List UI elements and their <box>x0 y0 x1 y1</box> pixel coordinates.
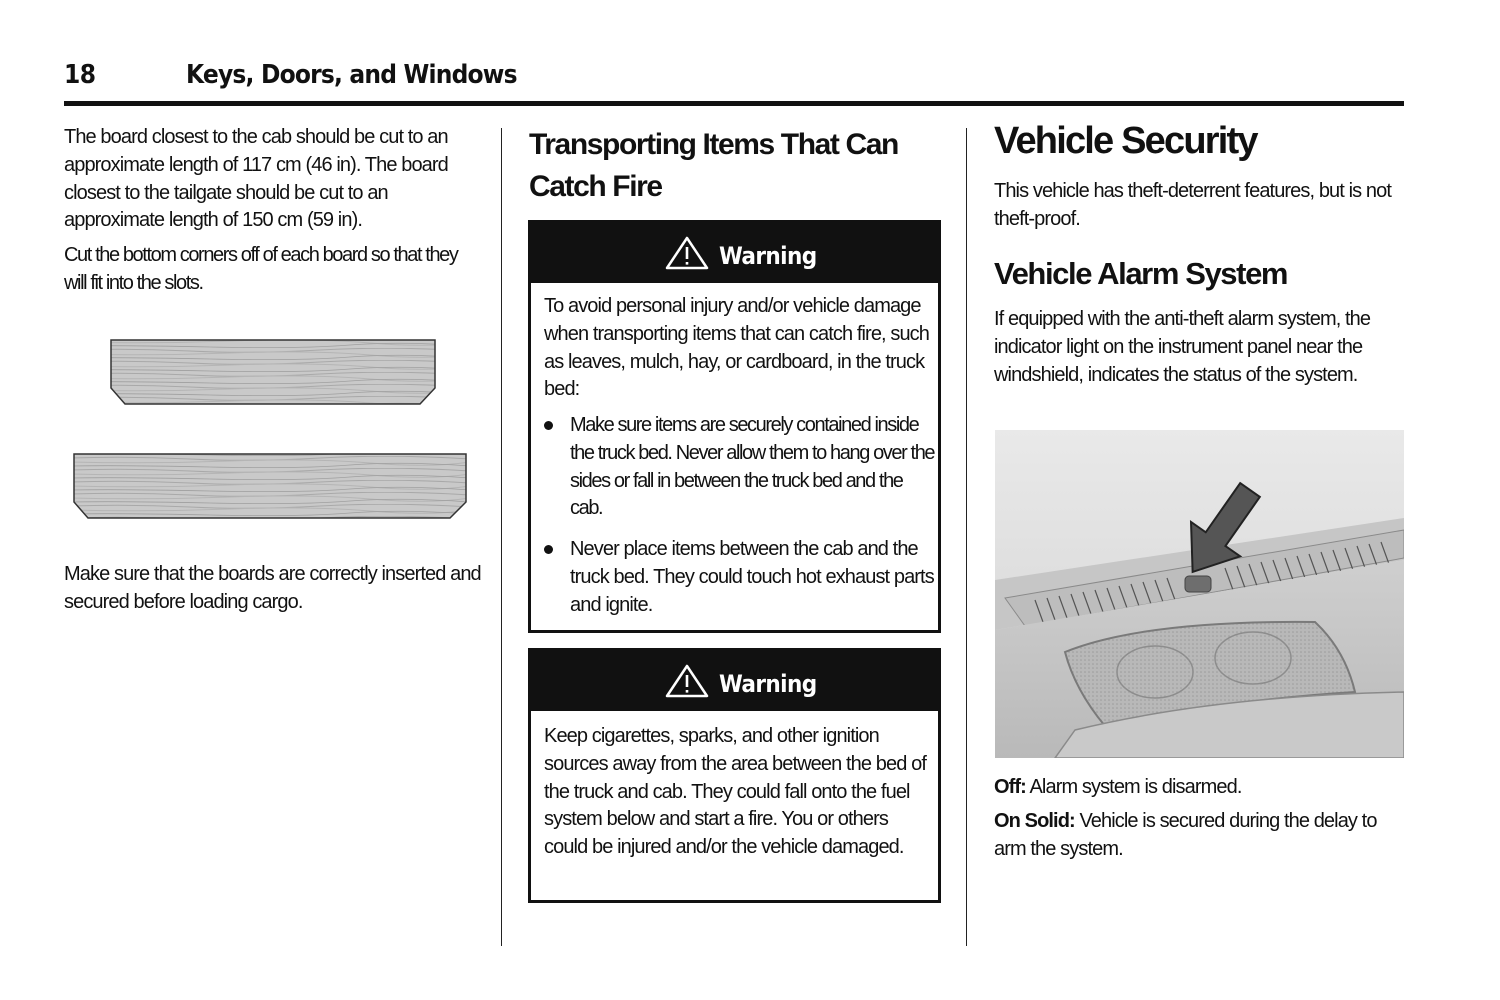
cut-corners-paragraph: Cut the bottom corners off of each board so that they will fit into the slots. <box>64 244 458 294</box>
bullet-text: Make sure items are securely contained inside the truck bed. Never allow them to hang over the sides or fall in between the truck bed and the cab. <box>570 414 935 520</box>
alarm-indicator-photo <box>995 430 1404 758</box>
bullet-text: Never place items between the cab and the truck bed. They could touch hot exhaust parts and ignite. <box>570 538 934 616</box>
state-label: On Solid: <box>994 810 1075 832</box>
warning-header <box>531 651 938 711</box>
bullet-dot <box>544 421 553 430</box>
column-divider-left <box>501 128 502 946</box>
alarm-description: If equipped with the anti-theft alarm system, the indicator light on the instrument panel near the windshield, indicates the status of the system. <box>994 308 1371 386</box>
cut-boards-illustration <box>70 336 470 526</box>
warning-box-fire-items <box>528 220 941 633</box>
transport-heading: Transporting Items That Can Catch Fire <box>529 128 898 203</box>
vehicle-security-heading: Vehicle Security <box>994 120 1257 162</box>
warning-body: Keep cigarettes, sparks, and other ignition sources away from the area between the bed of the truck and cab. They could fall onto the fuel system below and start a fire. You or others could be injured and/or the vehicle damaged. <box>544 725 926 859</box>
board-length-paragraph: The board closest to the cab should be cut to an approximate length of 117 cm (46 in). The board closest to the tailgate should be cut to an approximate length of 150 cm (59 in). <box>64 126 448 232</box>
section-title: Keys, Doors, and Windows <box>186 60 517 90</box>
warning-box-ignition-sources <box>528 648 941 903</box>
warning-header <box>531 223 938 283</box>
state-text: Alarm system is disarmed. <box>1025 776 1242 798</box>
warning-triangle-icon <box>665 236 709 270</box>
alarm-state-off <box>994 774 1406 802</box>
warning-intro: To avoid personal injury and/or vehicle damage when transporting items that can catch fire, such as leaves, mulch, hay, or cardboard, in the truck bed: <box>544 295 930 401</box>
warning-title: Warning <box>719 670 817 698</box>
column-divider-right <box>966 128 967 946</box>
warning-triangle-icon <box>665 664 709 698</box>
page-header <box>64 58 1404 106</box>
state-label: Off: <box>994 776 1026 798</box>
short-board <box>111 340 435 404</box>
warning-title: Warning <box>719 242 817 270</box>
alarm-state-on-solid <box>994 808 1406 864</box>
long-board <box>74 454 466 518</box>
state-text: Vehicle is secured during the delay to arm the system. <box>994 810 1377 860</box>
alarm-system-heading: Vehicle Alarm System <box>994 256 1288 291</box>
header-rule <box>64 101 1404 106</box>
page-number: 18 <box>64 60 96 90</box>
security-intro: This vehicle has theft-deterrent features, but is not theft-proof. <box>994 180 1391 230</box>
bullet-dot <box>544 545 553 554</box>
secure-boards-paragraph: Make sure that the boards are correctly inserted and secured before loading cargo. <box>64 563 481 613</box>
